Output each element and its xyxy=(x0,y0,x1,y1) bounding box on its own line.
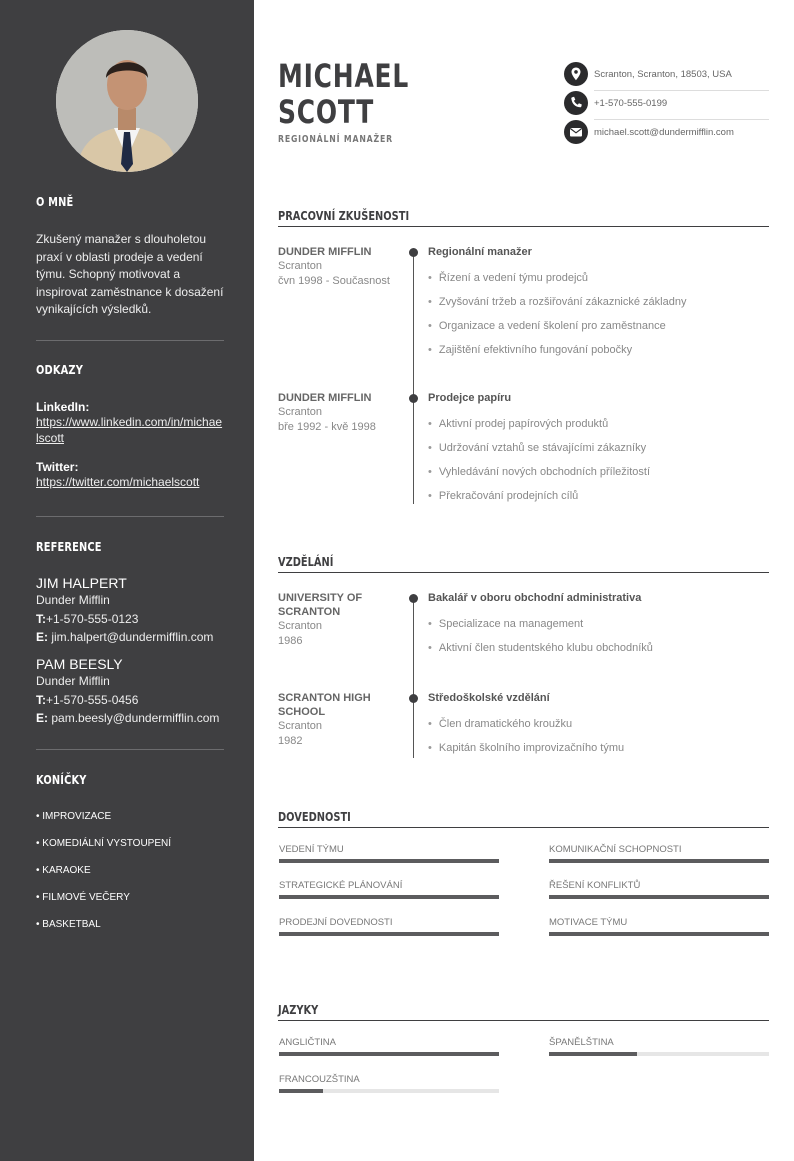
company-location: Scranton xyxy=(278,406,323,418)
hobbies-heading: KONÍČKY xyxy=(36,773,87,787)
address-text: Scranton, Scranton, 18503, USA xyxy=(594,69,732,80)
divider xyxy=(36,340,224,341)
full-name xyxy=(278,58,409,130)
timeline-dot xyxy=(409,594,418,603)
phone-label: T: xyxy=(36,612,46,626)
language-bar-fill xyxy=(279,1089,323,1093)
school-name: SCRANTON HIGH SCHOOL xyxy=(278,692,371,718)
skill-name: MOTIVACE TÝMU xyxy=(549,917,628,928)
link-label: Twitter: xyxy=(36,460,79,474)
skill-name: VEDENÍ TÝMU xyxy=(279,844,344,855)
skill-bar xyxy=(549,932,769,936)
language-name: ŠPANĚLŠTINA xyxy=(549,1037,614,1048)
references-section xyxy=(36,540,224,727)
skill-bar xyxy=(549,895,769,899)
skill-bar xyxy=(279,895,499,899)
timeline-dot xyxy=(409,394,418,403)
skill-name: ŘEŠENÍ KONFLIKTŮ xyxy=(549,880,641,891)
email-text[interactable]: michael.scott@dundermifflin.com xyxy=(594,127,734,138)
divider xyxy=(36,749,224,750)
contact-address xyxy=(564,62,769,91)
duty-list xyxy=(428,271,769,367)
reference-item xyxy=(36,656,224,727)
duty-item: • Zajištění efektivního fungování pobočky xyxy=(428,343,769,367)
education-item-meta xyxy=(278,691,398,748)
education-heading xyxy=(278,553,769,573)
duty-item: • Řízení a vedení týmu prodejců xyxy=(428,271,769,295)
skill-item xyxy=(279,844,499,855)
skill-item xyxy=(279,917,499,928)
links-section xyxy=(36,363,224,490)
experience-heading xyxy=(278,207,769,227)
skill-bar-fill xyxy=(279,932,499,936)
job-dates: bře 1992 - kvě 1998 xyxy=(278,420,376,433)
email-value: pam.beesly@dundermifflin.com xyxy=(51,711,220,725)
experience-item-meta xyxy=(278,245,398,288)
section-title: JAZYKY xyxy=(278,1003,319,1017)
skill-bar-fill xyxy=(549,859,769,863)
hobby-item: • KARAOKE xyxy=(36,865,91,876)
job-dates: čvn 1998 - Současnost xyxy=(278,274,390,287)
timeline-dot xyxy=(409,694,418,703)
skill-bar xyxy=(279,859,499,863)
references-heading: REFERENCE xyxy=(36,540,102,554)
job-role: Prodejce papíru xyxy=(428,392,512,404)
skill-bar-fill xyxy=(549,932,769,936)
hobby-list xyxy=(36,811,224,946)
duty-item: • Udržování vztahů se stávajícími zákazníky xyxy=(428,441,769,465)
company-location: Scranton xyxy=(278,260,323,272)
email-icon xyxy=(564,120,588,144)
school-year: 1986 xyxy=(278,634,303,647)
education-detail-list xyxy=(428,717,769,765)
skill-bar xyxy=(279,932,499,936)
location-pin-icon xyxy=(564,62,588,86)
phone-label: T: xyxy=(36,693,46,707)
about-heading: O MNĚ xyxy=(36,195,74,209)
section-title: PRACOVNÍ ZKUŠENOSTI xyxy=(278,209,410,223)
experience-item-meta xyxy=(278,391,398,434)
hobbies-section xyxy=(36,773,224,946)
school-year: 1982 xyxy=(278,734,303,747)
education-detail-list xyxy=(428,617,769,665)
language-item xyxy=(279,1037,499,1048)
school-name: UNIVERSITY OF SCRANTON xyxy=(278,592,363,618)
section-title: DOVEDNOSTI xyxy=(278,810,351,824)
language-bar xyxy=(279,1089,499,1093)
reference-name: PAM BEESLY xyxy=(36,656,123,672)
reference-item xyxy=(36,575,224,646)
duty-item: • Zvyšování tržeb a rozšiřování zákaznické základny xyxy=(428,295,769,319)
skill-name: STRATEGICKÉ PLÁNOVÁNÍ xyxy=(279,880,403,891)
company-name: DUNDER MIFFLIN xyxy=(278,246,372,258)
education-detail-item: • Kapitán školního improvizačního týmu xyxy=(428,741,769,765)
skill-item xyxy=(279,880,499,891)
skills-heading xyxy=(278,808,769,828)
phone-value: +1-570-555-0123 xyxy=(46,612,139,626)
job-role: Regionální manažer xyxy=(428,246,532,258)
reference-email xyxy=(36,709,224,727)
language-name: ANGLIČTINA xyxy=(279,1037,337,1048)
email-label: E: xyxy=(36,711,48,725)
reference-phone xyxy=(36,610,224,628)
phone-text: +1-570-555-0199 xyxy=(594,98,668,109)
skill-item xyxy=(549,880,769,891)
links-heading: ODKAZY xyxy=(36,363,84,377)
email-value: jim.halpert@dundermifflin.com xyxy=(51,630,214,644)
linkedin-link[interactable]: https://www.linkedin.com/in/michaelscott xyxy=(36,415,223,445)
reference-company: Dunder Mifflin xyxy=(36,593,110,607)
language-bar xyxy=(279,1052,499,1056)
skill-bar-fill xyxy=(279,859,499,863)
education-detail-item: • Člen dramatického kroužku xyxy=(428,717,769,741)
divider xyxy=(36,516,224,517)
education-item-detail xyxy=(428,591,769,665)
contact-email xyxy=(564,120,769,149)
experience-item-detail xyxy=(428,391,769,513)
job-title: REGIONÁLNÍ MANAŽER xyxy=(278,134,393,145)
language-bar-fill xyxy=(279,1052,499,1056)
timeline-line xyxy=(413,252,414,504)
skill-bar-fill xyxy=(279,895,499,899)
skill-name: KOMUNIKAČNÍ SCHOPNOSTI xyxy=(549,844,682,855)
reference-email xyxy=(36,628,224,646)
section-title: VZDĚLÁNÍ xyxy=(278,555,334,569)
language-bar xyxy=(549,1052,769,1056)
education-item-meta xyxy=(278,591,398,648)
profile-photo xyxy=(56,30,198,172)
link-item-twitter xyxy=(36,460,224,490)
language-item xyxy=(279,1074,499,1085)
skill-name: PRODEJNÍ DOVEDNOSTI xyxy=(279,917,393,928)
skill-bar-fill xyxy=(549,895,769,899)
skill-item xyxy=(549,917,769,928)
language-bar-fill xyxy=(549,1052,637,1056)
school-location: Scranton xyxy=(278,620,323,632)
duty-item: • Překračování prodejních cílů xyxy=(428,489,769,513)
hobby-item: • KOMEDIÁLNÍ VYSTOUPENÍ xyxy=(36,838,172,849)
person-photo-icon xyxy=(56,30,198,172)
skill-item xyxy=(549,844,769,855)
last-name: SCOTT xyxy=(278,93,375,131)
degree-name: Bakalář v oboru obchodní administrativa xyxy=(428,592,642,604)
duty-list xyxy=(428,417,769,513)
languages-heading xyxy=(278,1001,769,1021)
hobby-item: • FILMOVÉ VEČERY xyxy=(36,892,130,903)
degree-name: Středoškolské vzdělání xyxy=(428,692,550,704)
link-item-linkedin xyxy=(36,400,224,446)
duty-item: • Organizace a vedení školení pro zaměstnance xyxy=(428,319,769,343)
about-section xyxy=(36,195,224,319)
experience-item-detail xyxy=(428,245,769,367)
link-label: LinkedIn: xyxy=(36,400,90,414)
first-name: MICHAEL xyxy=(278,57,410,95)
reference-name: JIM HALPERT xyxy=(36,575,127,591)
education-detail-item: • Specializace na management xyxy=(428,617,769,641)
contact-phone xyxy=(564,91,769,120)
company-name: DUNDER MIFFLIN xyxy=(278,392,372,404)
duty-item: • Aktivní prodej papírových produktů xyxy=(428,417,769,441)
sidebar xyxy=(0,0,254,1161)
phone-value: +1-570-555-0456 xyxy=(46,693,139,707)
education-detail-item: • Aktivní člen studentského klubu obchodníků xyxy=(428,641,769,665)
education-item-detail xyxy=(428,691,769,765)
language-name: FRANCOUZŠTINA xyxy=(279,1074,360,1085)
email-label: E: xyxy=(36,630,48,644)
hobby-item: • BASKETBAL xyxy=(36,919,101,930)
about-text: Zkušený manažer s dlouholetou praxí v oblasti prodeje a vedení týmu. Schopný motivovat a inspirovat zaměstnance k dosažení vynikajících výsledků. xyxy=(36,232,224,316)
reference-company: Dunder Mifflin xyxy=(36,674,110,688)
timeline-dot xyxy=(409,248,418,257)
twitter-link[interactable]: https://twitter.com/michaelscott xyxy=(36,475,200,489)
phone-icon xyxy=(564,91,588,115)
reference-phone xyxy=(36,691,224,709)
duty-item: • Vyhledávání nových obchodních příležitostí xyxy=(428,465,769,489)
language-item xyxy=(549,1037,769,1048)
school-location: Scranton xyxy=(278,720,323,732)
hobby-item: • IMPROVIZACE xyxy=(36,811,112,822)
timeline-line xyxy=(413,598,414,758)
skill-bar xyxy=(549,859,769,863)
